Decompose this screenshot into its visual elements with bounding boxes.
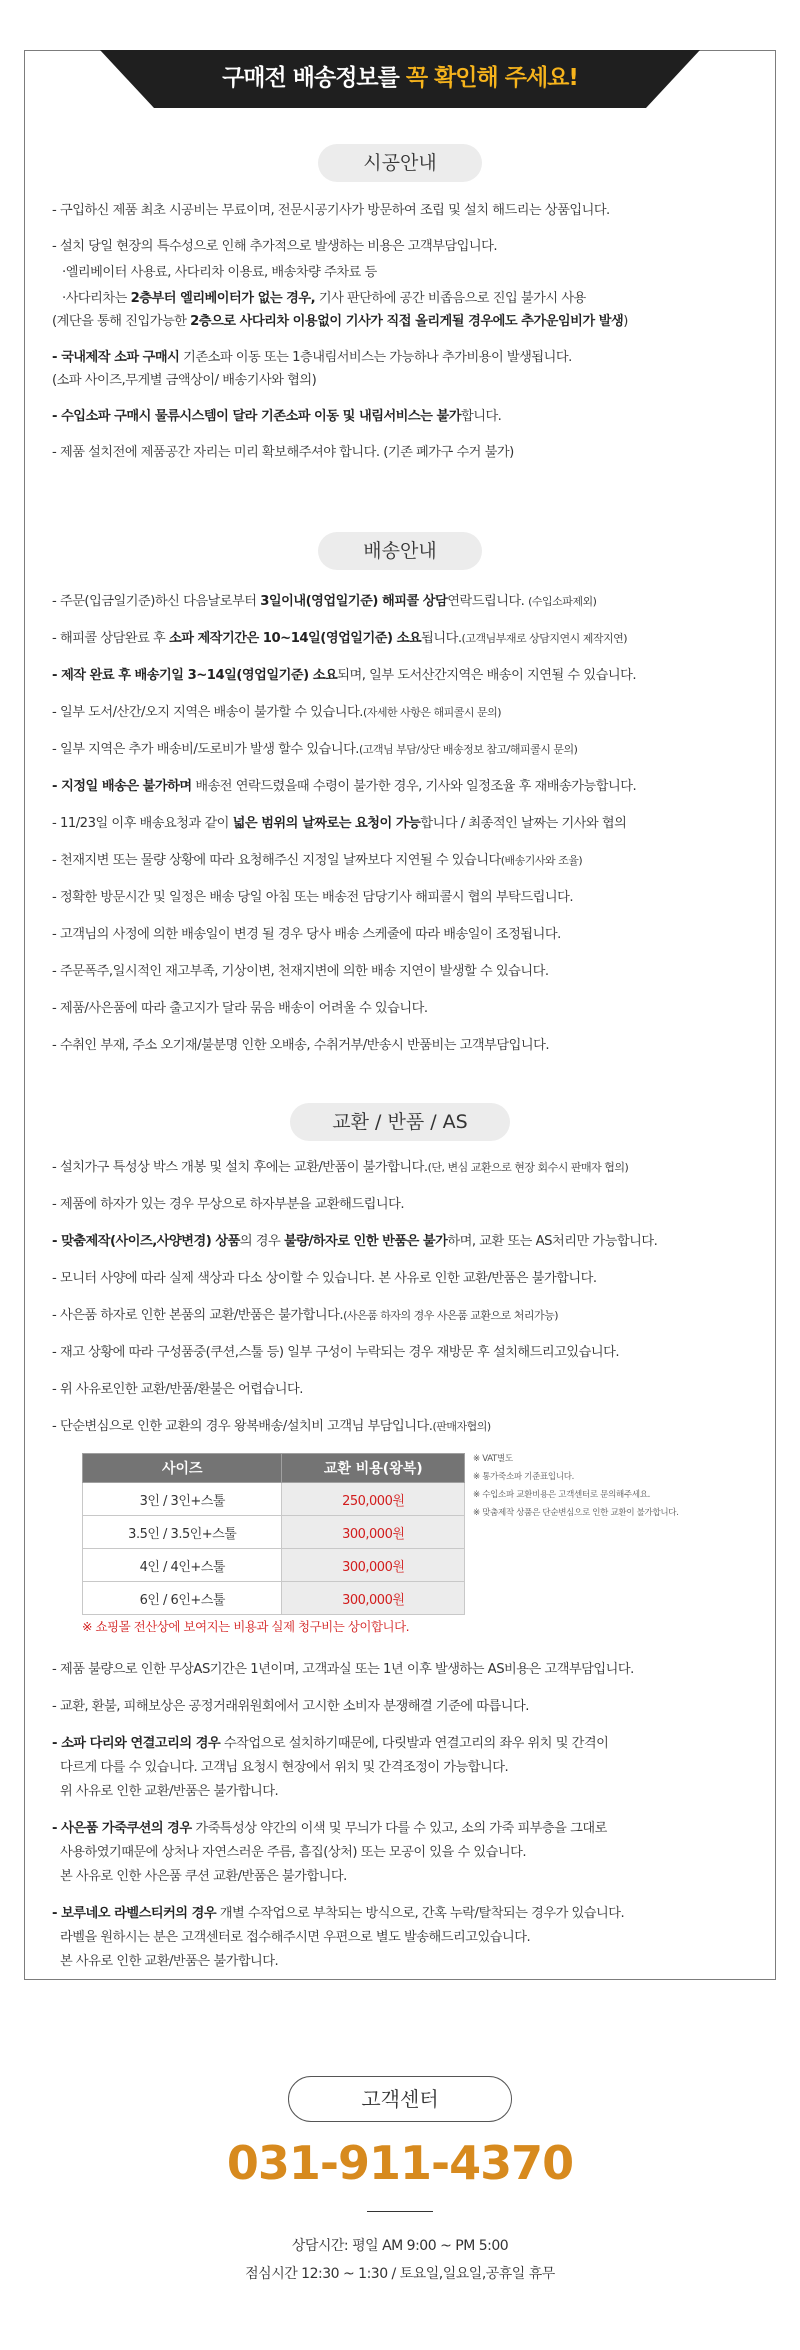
table-cell-cost: 300,000원 [282,1582,465,1615]
table-notes [473,1450,773,1522]
delivery-line-13: - 수취인 부재, 주소 오기재/불분명 인한 오배송, 수취거부/반송시 반품비는 고객부담입니다. [52,1038,550,1053]
exchange-line-2: - 제품에 하자가 있는 경우 무상으로 하자부분을 교환해드립니다. [52,1197,405,1212]
table-cell-size: 3인 / 3인+스툴 [83,1483,282,1516]
exchange-section-bottom [52,1660,757,1972]
table-warning: ※ 쇼핑몰 전산상에 보여지는 비용과 실제 청구비는 상이합니다. [82,1619,410,1634]
install-line-7: (소파 사이즈,무게별 금액상이/ 배송기사와 협의) [52,373,317,388]
install-section-title: 시공안내 [318,144,482,182]
exchange-line-10: - 교환, 환불, 피해보상은 공정거래위원회에서 고시한 소비자 분쟁해결 기준에 따릅니다. [52,1699,529,1714]
install-line-6: - 국내제작 소파 구매시 기존소파 이동 또는 1층내림서비스는 가능하나 추가비용이 발생됩니다. [52,350,572,365]
delivery-line-9: - 정확한 방문시간 및 일정은 배송 당일 아침 또는 배송전 담당기사 해피콜시 협의 부탁드립니다. [52,890,574,905]
exchange-line-13: - 보루네오 라벨스티커의 경우 개별 수작업으로 부착되는 방식으로, 간혹 누락/탈착되는 경우가 있습니다. [52,1906,625,1921]
install-line-2: - 설치 당일 현장의 특수성으로 인해 추가적으로 발생하는 비용은 고객부담입니다. [52,239,498,254]
exchange-line-12: - 사은품 가죽쿠션의 경우 가죽특성상 약간의 이색 및 무늬가 다를 수 있고, 소의 가죽 피부층을 그대로 [52,1821,607,1836]
table-cell-cost: 250,000원 [282,1483,465,1516]
delivery-line-10: - 고객님의 사정에 의한 배송일이 변경 될 경우 당사 배송 스케줄에 따라 배송일이 조정됩니다. [52,927,561,942]
exchange-line-11-end: 위 사유로 인한 교환/반품은 불가합니다. [60,1784,279,1799]
customer-center-phone[interactable]: 031-911-4370 [226,2136,574,2190]
exchange-line-1: - 설치가구 특성상 박스 개봉 및 설치 후에는 교환/반품이 불가합니다.(단, 변심 교환으로 현장 회수시 판매자 협의) [52,1160,629,1175]
exchange-cost-table [82,1453,465,1615]
exchange-line-4: - 모니터 사양에 따라 실제 색상과 다소 상이할 수 있습니다. 본 사유로 인한 교환/반품은 불가합니다. [52,1271,597,1286]
banner-title: 구매전 배송정보를 꼭 확인해 주세요! [222,65,578,91]
exchange-line-13-end: 본 사유로 인한 교환/반품은 불가합니다. [60,1954,279,1969]
delivery-line-2: - 해피콜 상담완료 후 소파 제작기간은 10~14일(영업일기준) 소요됩니다.(고객님부재로 상담지연시 제작지연) [52,631,628,646]
customer-center-hours: 상담시간: 평일 AM 9:00 ~ PM 5:00 [291,2238,509,2254]
table-cell-cost: 300,000원 [282,1516,465,1549]
install-line-4: ·사다리차는 2층부터 엘리베이터가 없는 경우, 기사 판단하에 공간 비좁음으로 진입 불가시 사용 [62,291,586,306]
exchange-line-3: - 맞춤제작(사이즈,사양변경) 상품의 경우 불량/하자로 인한 반품은 불가하며, 교환 또는 AS처리만 가능합니다. [52,1234,658,1249]
install-line-9: - 제품 설치전에 제품공간 자리는 미리 확보해주셔야 합니다. (기존 폐가구 수거 불가) [52,445,514,460]
table-note: ※ 통가죽소파 기준표입니다. [473,1472,575,1482]
exchange-line-8: - 단순변심으로 인한 교환의 경우 왕복배송/설치비 고객님 부담입니다.(판매자협의) [52,1419,491,1434]
table-cell-size: 4인 / 4인+스툴 [83,1549,282,1582]
divider [367,2211,433,2212]
table-cell-cost: 300,000원 [282,1549,465,1582]
table-cell-size: 3.5인 / 3.5인+스툴 [83,1516,282,1549]
table-row [83,1483,465,1516]
delivery-line-11: - 주문폭주,일시적인 재고부족, 기상이변, 천재지변에 의한 배송 지연이 발생할 수 있습니다. [52,964,549,979]
exchange-line-9: - 제품 불량으로 인한 무상AS기간은 1년이며, 고객과실 또는 1년 이후 발생하는 AS비용은 고객부담입니다. [52,1662,634,1677]
exchange-line-7: - 위 사유로인한 교환/반품/환불은 어렵습니다. [52,1382,303,1397]
install-line-3: ·엘리베이터 사용료, 사다리차 이용료, 배송차량 주차료 등 [62,265,377,280]
install-line-1: - 구입하신 제품 최초 시공비는 무료이며, 전문시공기사가 방문하여 조립 및 설치 해드리는 상품입니다. [52,203,610,218]
exchange-section-title: 교환 / 반품 / AS [290,1103,510,1141]
delivery-line-3: - 제작 완료 후 배송기일 3~14일(영업일기준) 소요되며, 일부 도서산간지역은 배송이 지연될 수 있습니다. [52,668,637,683]
exchange-line-5: - 사은품 하자로 인한 본품의 교환/반품은 불가합니다.(사은품 하자의 경우 사은품 교환으로 처리가능) [52,1308,559,1323]
banner-highlight: 꼭 확인해 주세요! [405,65,578,91]
exchange-line-11-cont: 다르게 다를 수 있습니다. 고객님 요청시 현장에서 위치 및 간격조정이 가능합니다. [60,1760,509,1775]
install-section [52,201,757,463]
delivery-line-12: - 제품/사은품에 따라 출고지가 달라 묶음 배송이 어려울 수 있습니다. [52,1001,428,1016]
install-line-8: - 수입소파 구매시 물류시스템이 달라 기존소파 이동 및 내림서비스는 불가합니다. [52,409,502,424]
table-header-cost: 교환 비용(왕복) [282,1454,465,1483]
exchange-line-11: - 소파 다리와 연결고리의 경우 수작업으로 설치하기때문에, 다릿발과 연결고리의 좌우 위치 및 간격이 [52,1736,609,1751]
delivery-line-4: - 일부 도서/산간/오지 지역은 배송이 불가할 수 있습니다.(자세한 사항은 해피콜시 문의) [52,705,502,720]
table-row [83,1582,465,1615]
table-note: ※ VAT별도 [473,1454,513,1464]
table-cell-size: 6인 / 6인+스툴 [83,1582,282,1615]
delivery-line-7: - 11/23일 이후 배송요청과 같이 넓은 범위의 날짜로는 요청이 가능합니다 / 최종적인 날짜는 기사와 협의 [52,816,627,831]
customer-center-title: 고객센터 [288,2076,512,2122]
delivery-section-title: 배송안내 [318,532,482,570]
delivery-line-8: - 천재지변 또는 물량 상황에 따라 요청해주신 지정일 날짜보다 지연될 수 있습니다(배송기사와 조율) [52,853,583,868]
exchange-line-12-cont: 사용하였기때문에 상처나 자연스러운 주름, 흠집(상처) 또는 모공이 있을 수 있습니다. [60,1845,527,1860]
delivery-line-1: - 주문(입금일기준)하신 다음날로부터 3일이내(영업일기준) 해피콜 상담연락드립니다. (수입소파제외) [52,594,597,609]
delivery-line-5: - 일부 지역은 추가 배송비/도로비가 발생 할수 있습니다.(고객님 부담/상단 배송정보 참고/해피콜시 문의) [52,742,578,757]
exchange-line-6: - 재고 상황에 따라 구성품중(쿠션,스툴 등) 일부 구성이 누락되는 경우 재방문 후 설치해드리고있습니다. [52,1345,620,1360]
delivery-section [52,592,757,1056]
delivery-line-6: - 지정일 배송은 불가하며 배송전 연락드렸을때 수령이 불가한 경우, 기사와 일정조율 후 재배송가능합니다. [52,779,637,794]
exchange-section-top [52,1158,757,1437]
table-header-size: 사이즈 [83,1454,282,1483]
install-line-5: (계단을 통해 진입가능한 2층으로 사다리차 이용없이 기사가 직접 올리게될 경우에도 추가운임비가 발생) [52,314,628,329]
table-row [83,1549,465,1582]
table-note: ※ 수입소파 교환비용은 고객센터로 문의해주세요. [473,1490,651,1500]
exchange-line-12-end: 본 사유로 인한 사은품 쿠션 교환/반품은 불가합니다. [60,1869,347,1884]
exchange-line-13-cont: 라벨을 원하시는 분은 고객센터로 접수해주시면 우편으로 별도 발송해드리고있습니다. [60,1930,531,1945]
customer-center-lunch: 점심시간 12:30 ~ 1:30 / 토요일,일요일,공휴일 휴무 [245,2266,555,2282]
table-note: ※ 맞춤제작 상품은 단순변심으로 인한 교환이 불가합니다. [473,1508,679,1518]
table-row [83,1516,465,1549]
